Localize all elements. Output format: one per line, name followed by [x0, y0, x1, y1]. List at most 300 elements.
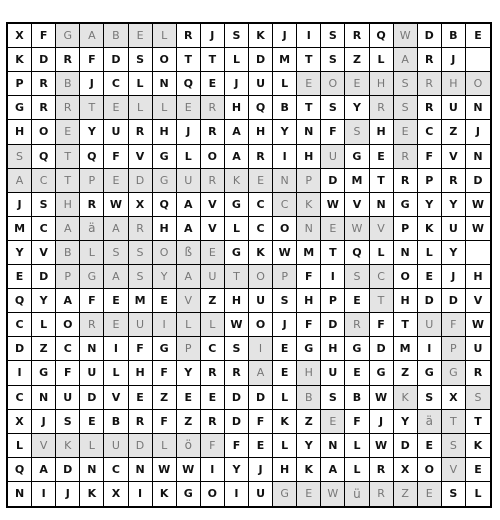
grid-cell[interactable]: J [201, 24, 225, 48]
grid-cell[interactable]: N [273, 169, 297, 193]
grid-cell[interactable]: R [345, 313, 369, 337]
grid-cell[interactable]: J [442, 265, 466, 289]
grid-cell[interactable]: H [225, 96, 249, 120]
grid-cell[interactable]: B [104, 410, 128, 434]
grid-cell[interactable]: N [32, 386, 56, 410]
grid-cell[interactable]: R [394, 169, 418, 193]
grid-cell[interactable]: Z [201, 289, 225, 313]
grid-cell[interactable]: S [129, 241, 153, 265]
grid-cell[interactable]: F [80, 48, 104, 72]
grid-cell[interactable]: O [394, 265, 418, 289]
grid-cell[interactable]: J [80, 72, 104, 96]
grid-cell[interactable]: U [321, 145, 345, 169]
grid-cell[interactable]: W [321, 482, 345, 506]
grid-cell[interactable]: U [442, 217, 466, 241]
grid-cell[interactable]: O [32, 120, 56, 144]
grid-cell[interactable]: K [56, 434, 80, 458]
grid-cell[interactable]: G [153, 169, 177, 193]
grid-cell[interactable]: Q [153, 193, 177, 217]
grid-cell[interactable]: L [153, 434, 177, 458]
grid-cell[interactable]: Y [418, 193, 442, 217]
grid-cell[interactable]: L [345, 434, 369, 458]
grid-cell[interactable]: D [442, 289, 466, 313]
grid-cell[interactable]: K [80, 482, 104, 506]
grid-cell[interactable]: X [129, 193, 153, 217]
grid-cell[interactable]: E [104, 96, 128, 120]
grid-cell[interactable]: E [370, 145, 394, 169]
grid-cell[interactable]: D [249, 386, 273, 410]
grid-cell[interactable]: N [297, 217, 321, 241]
grid-cell[interactable]: V [345, 193, 369, 217]
grid-cell[interactable]: I [129, 482, 153, 506]
grid-cell[interactable]: E [129, 24, 153, 48]
grid-cell[interactable]: P [321, 289, 345, 313]
grid-cell[interactable]: T [394, 313, 418, 337]
grid-cell[interactable]: R [129, 217, 153, 241]
grid-cell[interactable]: E [321, 410, 345, 434]
grid-cell[interactable]: A [56, 289, 80, 313]
grid-cell[interactable]: W [153, 458, 177, 482]
grid-cell[interactable]: L [80, 434, 104, 458]
grid-cell[interactable]: L [32, 313, 56, 337]
grid-cell[interactable]: R [201, 410, 225, 434]
grid-cell[interactable]: S [394, 72, 418, 96]
grid-cell[interactable]: E [297, 482, 321, 506]
grid-cell[interactable]: E [177, 386, 201, 410]
grid-cell[interactable]: F [442, 313, 466, 337]
grid-cell[interactable]: D [418, 24, 442, 48]
grid-cell[interactable]: U [466, 337, 490, 361]
grid-cell[interactable]: P [80, 169, 104, 193]
grid-cell[interactable]: R [56, 96, 80, 120]
grid-cell[interactable]: F [153, 410, 177, 434]
grid-cell[interactable]: ä [80, 217, 104, 241]
grid-cell[interactable]: L [129, 72, 153, 96]
grid-cell[interactable]: U [418, 313, 442, 337]
grid-cell[interactable]: S [345, 265, 369, 289]
grid-cell[interactable]: S [273, 289, 297, 313]
grid-cell[interactable] [466, 48, 490, 72]
grid-cell[interactable]: E [104, 169, 128, 193]
grid-cell[interactable]: D [418, 289, 442, 313]
grid-cell[interactable]: F [249, 410, 273, 434]
grid-cell[interactable]: E [249, 169, 273, 193]
grid-cell[interactable]: C [249, 193, 273, 217]
grid-cell[interactable]: L [80, 241, 104, 265]
grid-cell[interactable]: Z [442, 120, 466, 144]
grid-cell[interactable]: G [418, 361, 442, 385]
grid-cell[interactable]: G [225, 241, 249, 265]
grid-cell[interactable]: C [8, 386, 32, 410]
grid-cell[interactable]: E [153, 289, 177, 313]
grid-cell[interactable]: R [80, 193, 104, 217]
grid-cell[interactable]: R [466, 361, 490, 385]
grid-cell[interactable]: L [153, 96, 177, 120]
grid-cell[interactable]: H [225, 289, 249, 313]
grid-cell[interactable]: Q [8, 289, 32, 313]
grid-cell[interactable]: T [56, 145, 80, 169]
grid-cell[interactable]: I [273, 145, 297, 169]
grid-cell[interactable]: T [297, 48, 321, 72]
grid-cell[interactable]: U [321, 361, 345, 385]
grid-cell[interactable]: I [225, 482, 249, 506]
grid-cell[interactable]: E [80, 410, 104, 434]
grid-cell[interactable]: E [418, 434, 442, 458]
grid-cell[interactable]: G [394, 193, 418, 217]
grid-cell[interactable]: L [273, 386, 297, 410]
grid-cell[interactable]: V [442, 458, 466, 482]
grid-cell[interactable]: L [418, 241, 442, 265]
grid-cell[interactable]: F [56, 361, 80, 385]
grid-cell[interactable]: J [273, 313, 297, 337]
grid-cell[interactable]: D [321, 169, 345, 193]
grid-cell[interactable]: D [394, 434, 418, 458]
grid-cell[interactable]: R [442, 169, 466, 193]
grid-cell[interactable]: E [345, 289, 369, 313]
grid-cell[interactable]: V [32, 434, 56, 458]
grid-cell[interactable]: A [104, 265, 128, 289]
grid-cell[interactable]: N [466, 145, 490, 169]
grid-cell[interactable]: K [297, 193, 321, 217]
grid-cell[interactable]: U [129, 313, 153, 337]
grid-cell[interactable]: C [418, 120, 442, 144]
grid-cell[interactable]: N [80, 458, 104, 482]
grid-cell[interactable]: K [8, 48, 32, 72]
grid-cell[interactable]: F [297, 265, 321, 289]
grid-cell[interactable]: Q [80, 145, 104, 169]
grid-cell[interactable]: G [297, 337, 321, 361]
grid-cell[interactable]: Z [297, 410, 321, 434]
grid-cell[interactable]: R [418, 48, 442, 72]
grid-cell[interactable]: ü [345, 482, 369, 506]
grid-cell[interactable]: F [370, 313, 394, 337]
grid-cell[interactable]: L [273, 434, 297, 458]
grid-cell[interactable]: G [32, 361, 56, 385]
grid-cell[interactable]: I [32, 482, 56, 506]
grid-cell[interactable]: G [177, 482, 201, 506]
grid-cell[interactable]: J [273, 24, 297, 48]
grid-cell[interactable]: G [225, 193, 249, 217]
grid-cell[interactable]: Y [153, 265, 177, 289]
grid-cell[interactable]: T [466, 410, 490, 434]
grid-cell[interactable]: H [249, 120, 273, 144]
grid-cell[interactable]: L [225, 217, 249, 241]
grid-cell[interactable]: W [394, 24, 418, 48]
grid-cell[interactable]: R [225, 361, 249, 385]
grid-cell[interactable]: F [153, 361, 177, 385]
grid-cell[interactable]: T [370, 289, 394, 313]
grid-cell[interactable]: S [418, 386, 442, 410]
grid-cell[interactable]: F [104, 145, 128, 169]
grid-cell[interactable]: W [177, 458, 201, 482]
grid-cell[interactable]: A [394, 48, 418, 72]
grid-cell[interactable]: H [273, 458, 297, 482]
grid-cell[interactable]: R [394, 145, 418, 169]
grid-cell[interactable]: W [466, 313, 490, 337]
grid-cell[interactable]: U [249, 482, 273, 506]
grid-cell[interactable]: U [56, 386, 80, 410]
grid-cell[interactable]: D [32, 265, 56, 289]
grid-cell[interactable]: E [418, 482, 442, 506]
grid-cell[interactable]: B [56, 241, 80, 265]
grid-cell[interactable]: V [442, 145, 466, 169]
grid-cell[interactable]: K [273, 410, 297, 434]
grid-cell[interactable]: Z [153, 386, 177, 410]
grid-cell[interactable]: U [249, 72, 273, 96]
grid-cell[interactable]: W [370, 386, 394, 410]
grid-cell[interactable]: S [129, 265, 153, 289]
grid-cell[interactable]: A [8, 169, 32, 193]
grid-cell[interactable]: R [370, 482, 394, 506]
grid-cell[interactable]: T [370, 169, 394, 193]
grid-cell[interactable]: G [345, 337, 369, 361]
grid-cell[interactable]: P [394, 217, 418, 241]
grid-cell[interactable]: A [225, 120, 249, 144]
grid-cell[interactable]: P [418, 169, 442, 193]
grid-cell[interactable]: J [8, 193, 32, 217]
grid-cell[interactable]: U [80, 361, 104, 385]
grid-cell[interactable]: N [153, 72, 177, 96]
grid-cell[interactable]: I [297, 24, 321, 48]
grid-cell[interactable]: O [249, 313, 273, 337]
grid-cell[interactable]: R [32, 72, 56, 96]
grid-cell[interactable]: W [321, 193, 345, 217]
grid-cell[interactable]: E [273, 361, 297, 385]
grid-cell[interactable]: L [201, 313, 225, 337]
grid-cell[interactable]: L [225, 48, 249, 72]
grid-cell[interactable]: G [273, 482, 297, 506]
grid-cell[interactable]: M [8, 217, 32, 241]
grid-cell[interactable]: H [153, 120, 177, 144]
grid-cell[interactable]: P [442, 337, 466, 361]
grid-cell[interactable]: V [201, 217, 225, 241]
grid-cell[interactable]: E [394, 120, 418, 144]
grid-cell[interactable]: K [297, 458, 321, 482]
grid-cell[interactable]: A [32, 458, 56, 482]
grid-cell[interactable]: O [321, 72, 345, 96]
grid-cell[interactable]: L [177, 313, 201, 337]
grid-cell[interactable]: F [297, 313, 321, 337]
grid-cell[interactable]: Y [297, 434, 321, 458]
grid-cell[interactable]: B [56, 72, 80, 96]
grid-cell[interactable]: A [56, 217, 80, 241]
grid-cell[interactable]: X [8, 410, 32, 434]
grid-cell[interactable]: W [466, 217, 490, 241]
grid-cell[interactable]: L [104, 361, 128, 385]
grid-cell[interactable]: Y [225, 458, 249, 482]
grid-cell[interactable]: P [56, 265, 80, 289]
grid-cell[interactable]: D [249, 48, 273, 72]
grid-cell[interactable]: V [177, 289, 201, 313]
grid-cell[interactable]: Q [8, 458, 32, 482]
grid-cell[interactable]: I [153, 313, 177, 337]
grid-cell[interactable]: Y [177, 361, 201, 385]
grid-cell[interactable]: C [104, 72, 128, 96]
grid-cell[interactable]: D [104, 48, 128, 72]
grid-cell[interactable]: C [32, 169, 56, 193]
grid-cell[interactable]: E [201, 72, 225, 96]
grid-cell[interactable]: J [32, 410, 56, 434]
grid-cell[interactable]: J [370, 410, 394, 434]
grid-cell[interactable]: A [177, 193, 201, 217]
grid-cell[interactable]: U [104, 434, 128, 458]
grid-cell[interactable]: F [32, 24, 56, 48]
grid-cell[interactable]: L [177, 145, 201, 169]
grid-cell[interactable]: R [201, 96, 225, 120]
grid-cell[interactable]: W [273, 241, 297, 265]
grid-cell[interactable]: R [345, 24, 369, 48]
grid-cell[interactable]: R [129, 120, 153, 144]
grid-cell[interactable]: Y [8, 241, 32, 265]
grid-cell[interactable]: H [466, 265, 490, 289]
grid-cell[interactable]: G [8, 96, 32, 120]
grid-cell[interactable]: A [249, 361, 273, 385]
grid-cell[interactable]: S [321, 48, 345, 72]
grid-cell[interactable]: S [321, 96, 345, 120]
grid-cell[interactable]: O [201, 482, 225, 506]
grid-cell[interactable]: G [442, 361, 466, 385]
grid-cell[interactable]: S [8, 145, 32, 169]
grid-cell[interactable]: Q [32, 145, 56, 169]
grid-cell[interactable]: A [177, 217, 201, 241]
grid-cell[interactable]: T [80, 96, 104, 120]
grid-cell[interactable]: T [56, 169, 80, 193]
grid-cell[interactable]: G [56, 24, 80, 48]
grid-cell[interactable]: C [104, 458, 128, 482]
grid-cell[interactable]: Y [442, 193, 466, 217]
grid-cell[interactable]: R [32, 96, 56, 120]
grid-cell[interactable]: J [225, 72, 249, 96]
grid-cell[interactable]: V [466, 289, 490, 313]
grid-cell[interactable]: O [153, 48, 177, 72]
grid-cell[interactable]: U [442, 96, 466, 120]
grid-cell[interactable]: E [345, 72, 369, 96]
grid-cell[interactable]: N [80, 337, 104, 361]
grid-cell[interactable]: Z [32, 337, 56, 361]
grid-cell[interactable]: K [394, 386, 418, 410]
grid-cell[interactable]: F [345, 410, 369, 434]
grid-cell[interactable]: N [129, 458, 153, 482]
grid-cell[interactable]: P [177, 337, 201, 361]
grid-cell[interactable]: H [56, 193, 80, 217]
grid-cell[interactable]: G [153, 145, 177, 169]
grid-cell[interactable]: Q [345, 241, 369, 265]
grid-cell[interactable]: G [80, 265, 104, 289]
grid-cell[interactable]: S [442, 434, 466, 458]
grid-cell[interactable]: E [321, 217, 345, 241]
grid-cell[interactable]: X [8, 24, 32, 48]
grid-cell[interactable]: S [442, 482, 466, 506]
grid-cell[interactable]: N [8, 482, 32, 506]
grid-cell[interactable]: R [418, 72, 442, 96]
grid-cell[interactable]: I [249, 337, 273, 361]
grid-cell[interactable]: D [80, 386, 104, 410]
grid-cell[interactable]: C [32, 217, 56, 241]
grid-cell[interactable]: V [32, 241, 56, 265]
grid-cell[interactable]: Z [345, 48, 369, 72]
grid-cell[interactable]: Q [370, 24, 394, 48]
grid-cell[interactable]: E [104, 289, 128, 313]
grid-cell[interactable]: Q [249, 96, 273, 120]
grid-cell[interactable]: U [201, 265, 225, 289]
grid-cell[interactable]: W [225, 313, 249, 337]
grid-cell[interactable]: U [249, 289, 273, 313]
grid-cell[interactable]: O [249, 265, 273, 289]
grid-cell[interactable]: I [418, 337, 442, 361]
grid-cell[interactable]: F [129, 337, 153, 361]
grid-cell[interactable]: R [370, 96, 394, 120]
grid-cell[interactable]: K [418, 217, 442, 241]
grid-cell[interactable]: I [201, 458, 225, 482]
grid-cell[interactable]: I [104, 337, 128, 361]
grid-cell[interactable]: C [8, 313, 32, 337]
grid-cell[interactable]: X [442, 386, 466, 410]
grid-cell[interactable]: M [297, 241, 321, 265]
grid-cell[interactable]: D [370, 337, 394, 361]
grid-cell[interactable]: R [201, 120, 225, 144]
grid-cell[interactable]: K [466, 434, 490, 458]
grid-cell[interactable]: D [56, 458, 80, 482]
grid-cell[interactable]: H [129, 361, 153, 385]
grid-cell[interactable]: O [56, 313, 80, 337]
grid-cell[interactable]: W [104, 193, 128, 217]
grid-cell[interactable]: O [153, 241, 177, 265]
grid-cell[interactable]: E [418, 265, 442, 289]
grid-cell[interactable]: S [466, 386, 490, 410]
grid-cell[interactable]: T [201, 48, 225, 72]
grid-cell[interactable]: O [466, 72, 490, 96]
grid-cell[interactable]: Q [177, 72, 201, 96]
grid-cell[interactable]: A [225, 145, 249, 169]
grid-cell[interactable]: P [8, 72, 32, 96]
grid-cell[interactable]: H [297, 361, 321, 385]
grid-cell[interactable]: L [129, 96, 153, 120]
grid-cell[interactable]: G [370, 361, 394, 385]
grid-cell[interactable]: E [249, 434, 273, 458]
grid-cell[interactable]: D [225, 410, 249, 434]
grid-cell[interactable]: S [321, 24, 345, 48]
grid-cell[interactable]: E [466, 24, 490, 48]
grid-cell[interactable]: S [225, 24, 249, 48]
grid-cell[interactable]: H [321, 337, 345, 361]
grid-cell[interactable]: J [466, 120, 490, 144]
grid-cell[interactable]: T [177, 48, 201, 72]
grid-cell[interactable]: ö [177, 434, 201, 458]
grid-cell[interactable]: K [153, 482, 177, 506]
grid-cell[interactable]: F [321, 120, 345, 144]
grid-cell[interactable]: E [201, 386, 225, 410]
grid-cell[interactable]: A [321, 458, 345, 482]
grid-cell[interactable]: V [104, 386, 128, 410]
grid-cell[interactable]: V [129, 145, 153, 169]
grid-cell[interactable]: S [129, 48, 153, 72]
grid-cell[interactable]: Y [32, 289, 56, 313]
grid-cell[interactable]: D [32, 48, 56, 72]
grid-cell[interactable]: M [273, 48, 297, 72]
grid-cell[interactable]: R [80, 313, 104, 337]
grid-cell[interactable]: D [225, 386, 249, 410]
grid-cell[interactable]: H [370, 72, 394, 96]
grid-cell[interactable]: T [321, 241, 345, 265]
grid-cell[interactable]: Y [442, 241, 466, 265]
grid-cell[interactable]: I [8, 361, 32, 385]
grid-cell[interactable]: L [370, 48, 394, 72]
grid-cell[interactable]: E [466, 458, 490, 482]
grid-cell[interactable]: J [442, 48, 466, 72]
grid-cell[interactable]: S [56, 410, 80, 434]
grid-cell[interactable]: J [177, 120, 201, 144]
grid-cell[interactable]: R [177, 24, 201, 48]
